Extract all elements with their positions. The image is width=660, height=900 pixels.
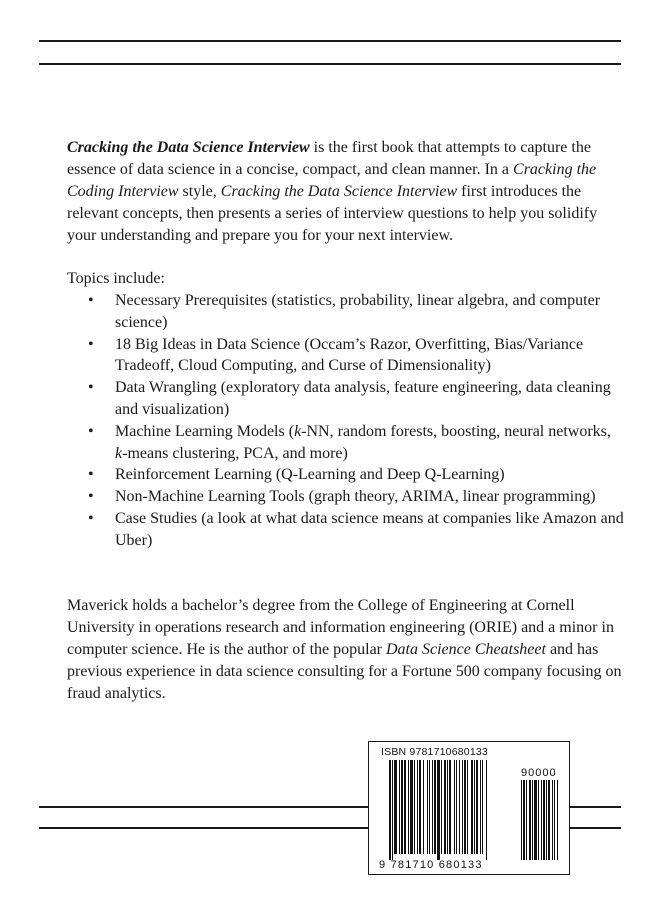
author-bio <box>67 595 623 705</box>
list-item <box>67 464 627 486</box>
topic-text: Machine Learning Models ( <box>115 422 295 440</box>
intro-text-3: first introduces the relevant concepts, then presents a series of interview questions to help you solidify your understanding and prepare you for your next interview. <box>67 183 598 244</box>
topic-italic-k: k <box>294 422 302 440</box>
list-item <box>67 377 627 421</box>
bio-text-2: and has previous experience in data science consulting for a Fortune 500 company focusing on fraud analytics. <box>67 641 622 702</box>
topic-text: Reinforcement Learning (Q-Learning and Deep Q-Learning) <box>115 466 505 484</box>
list-item <box>67 508 627 552</box>
list-item <box>67 421 627 465</box>
book-title: Cracking the Data Science Interview <box>67 139 310 156</box>
intro-ref-title: Cracking the Coding Interview <box>67 161 597 200</box>
bio-text-1: Maverick holds a bachelor’s degree from the College of Engineering at Cornell University in operations research and information engineering (ORIE) and a minor in computer science. He is the author of the popular <box>67 597 614 658</box>
top-rule-2 <box>39 63 621 65</box>
price-code: 90000 <box>521 767 557 779</box>
top-rule-1 <box>39 40 621 42</box>
isbn-barcode <box>368 741 570 875</box>
bio-cheatsheet-title: Data Science Cheatsheet <box>386 641 546 658</box>
topic-text: -means clustering, PCA, and more) <box>122 444 348 462</box>
topic-text: Necessary Prerequisites (statistics, probability, linear algebra, and computer science) <box>115 292 601 331</box>
list-item <box>67 486 627 508</box>
list-item <box>67 290 627 334</box>
intro-book-title-italic: Cracking the Data Science Interview <box>220 183 458 200</box>
topics-heading: Topics include: <box>67 270 165 287</box>
barcode-digits: 9 781710 680133 <box>379 859 483 871</box>
list-item <box>67 334 627 378</box>
topic-text: -NN, random forests, boosting, neural networks, <box>301 422 611 440</box>
intro-text-2: style, <box>178 183 221 200</box>
topics-list <box>67 290 627 552</box>
topic-italic-k: k <box>115 444 123 462</box>
topic-text: 18 Big Ideas in Data Science (Occam’s Razor, Overfitting, Bias/Variance Tradeoff, Cloud Computing, and Curse of Dimensionality) <box>115 335 584 375</box>
intro-paragraph <box>67 137 623 247</box>
intro-text-1: is the first book that attempts to capture the essence of data science in a concise, compact, and clean manner. In a <box>67 139 591 178</box>
barcode-bars <box>369 742 571 876</box>
isbn-label: ISBN 9781710680133 <box>381 746 488 758</box>
topic-text: Data Wrangling (exploratory data analysis, feature engineering, data cleaning and visualization) <box>115 379 611 418</box>
topic-text: Non-Machine Learning Tools (graph theory, ARIMA, linear programming) <box>115 488 596 506</box>
topic-text: Case Studies (a look at what data science means at companies like Amazon and Uber) <box>115 509 624 549</box>
